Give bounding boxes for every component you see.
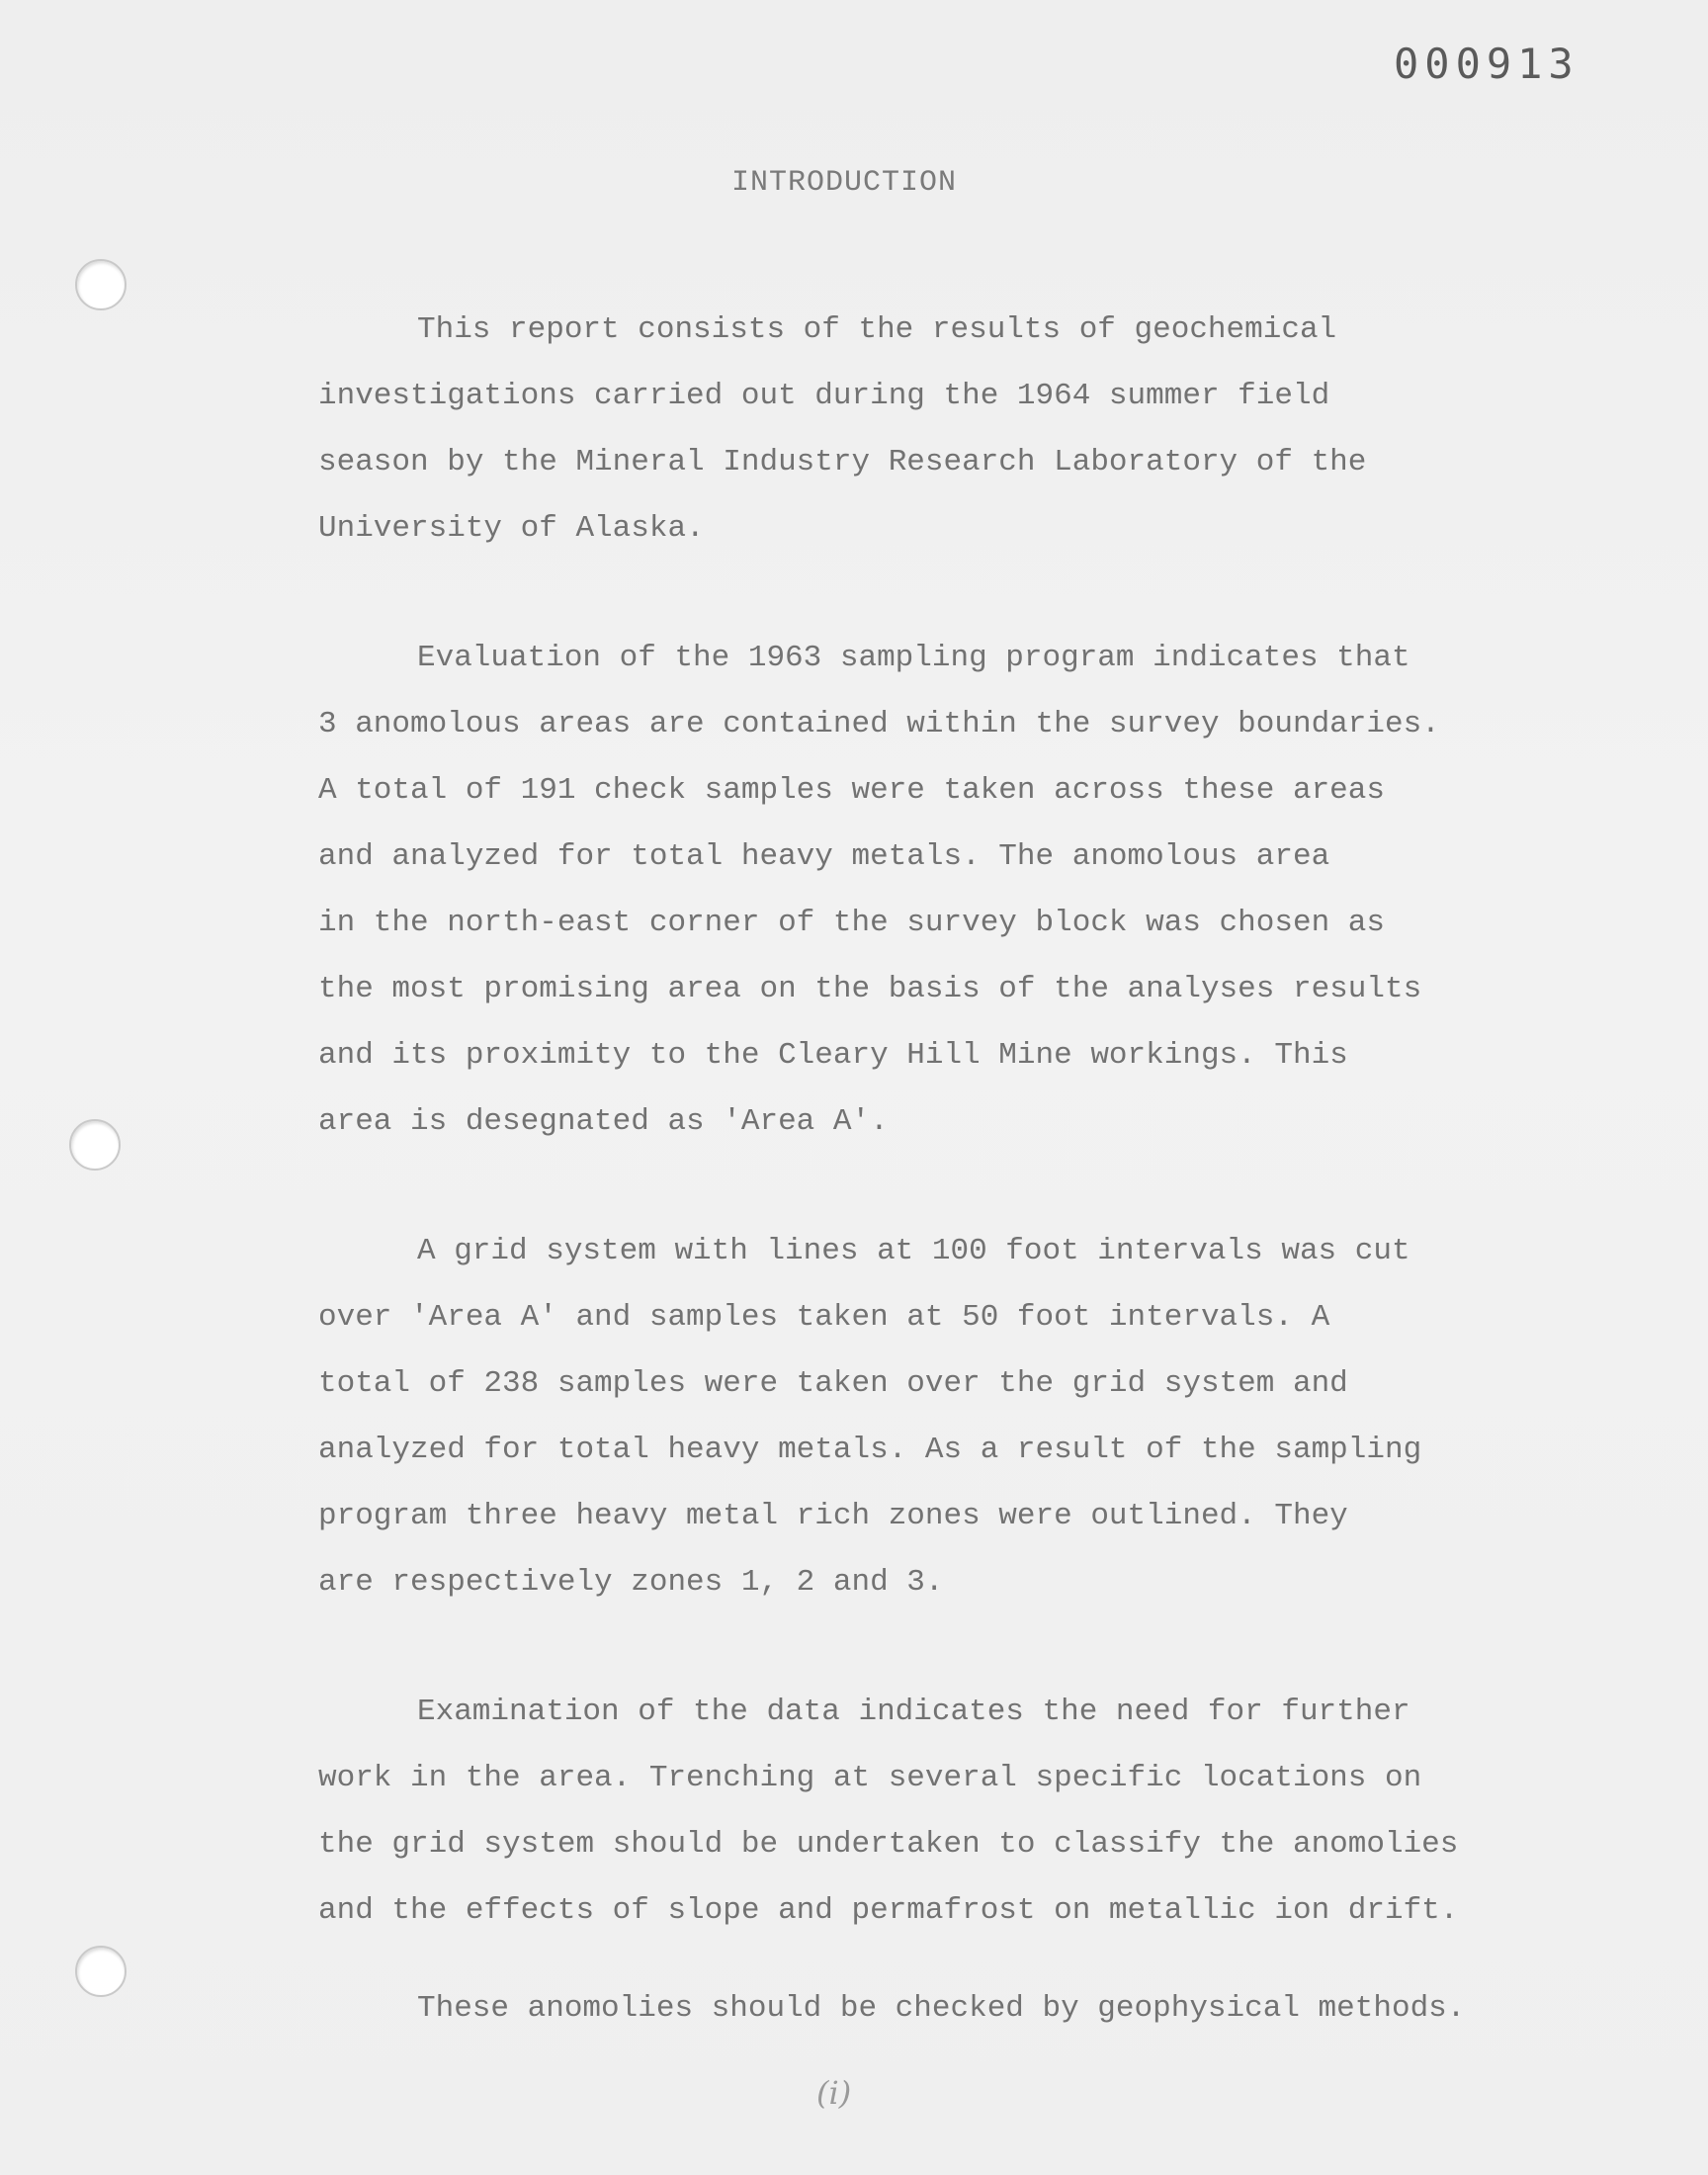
paragraph: [318, 1218, 1603, 1615]
text-line: This report consists of the results of geochemical: [417, 312, 1337, 347]
paragraph: [318, 1975, 1603, 2042]
text-line: analyzed for total heavy metals. As a result of the sampling: [318, 1433, 1422, 1467]
text-line: Examination of the data indicates the need for further: [417, 1695, 1410, 1729]
text-line: the grid system should be undertaken to classify the anomolies: [318, 1827, 1459, 1862]
text-line: A grid system with lines at 100 foot intervals was cut: [417, 1234, 1410, 1268]
text-line: A total of 191 check samples were taken across these areas: [318, 773, 1385, 808]
text-line: the most promising area on the basis of the analyses results: [318, 972, 1422, 1006]
document-body: [318, 297, 1603, 2042]
text-line: in the north-east corner of the survey block was chosen as: [318, 906, 1385, 940]
binder-hole: [69, 1119, 121, 1171]
binder-hole: [75, 259, 127, 310]
text-line: total of 238 samples were taken over the grid system and: [318, 1366, 1348, 1401]
text-line: investigations carried out during the 1964 summer field: [318, 379, 1330, 413]
text-line: area is desegnated as 'Area A'.: [318, 1104, 889, 1139]
text-line: work in the area. Trenching at several specific locations on: [318, 1761, 1422, 1795]
text-line: program three heavy metal rich zones were outlined. They: [318, 1499, 1348, 1533]
paragraph: [318, 625, 1603, 1155]
paragraph: [318, 1679, 1603, 1944]
text-line: 3 anomolous areas are contained within the survey boundaries.: [318, 707, 1440, 741]
binder-hole: [75, 1946, 127, 1997]
text-line: and its proximity to the Cleary Hill Mine workings. This: [318, 1038, 1348, 1073]
page-number: 000913: [1394, 40, 1580, 88]
text-line: Evaluation of the 1963 sampling program indicates that: [417, 641, 1410, 675]
text-line: These anomolies should be checked by geophysical methods.: [417, 1991, 1466, 2026]
text-line: over 'Area A' and samples taken at 50 foot intervals. A: [318, 1300, 1330, 1335]
text-line: season by the Mineral Industry Research Laboratory of the: [318, 445, 1367, 479]
text-line: and analyzed for total heavy metals. The anomolous area: [318, 839, 1330, 874]
text-line: and the effects of slope and permafrost on metallic ion drift.: [318, 1893, 1459, 1928]
page-title: INTRODUCTION: [731, 166, 958, 200]
text-line: are respectively zones 1, 2 and 3.: [318, 1565, 944, 1600]
paragraph: [318, 297, 1603, 562]
footer-page-mark: (i): [816, 2074, 852, 2112]
text-line: University of Alaska.: [318, 511, 705, 546]
